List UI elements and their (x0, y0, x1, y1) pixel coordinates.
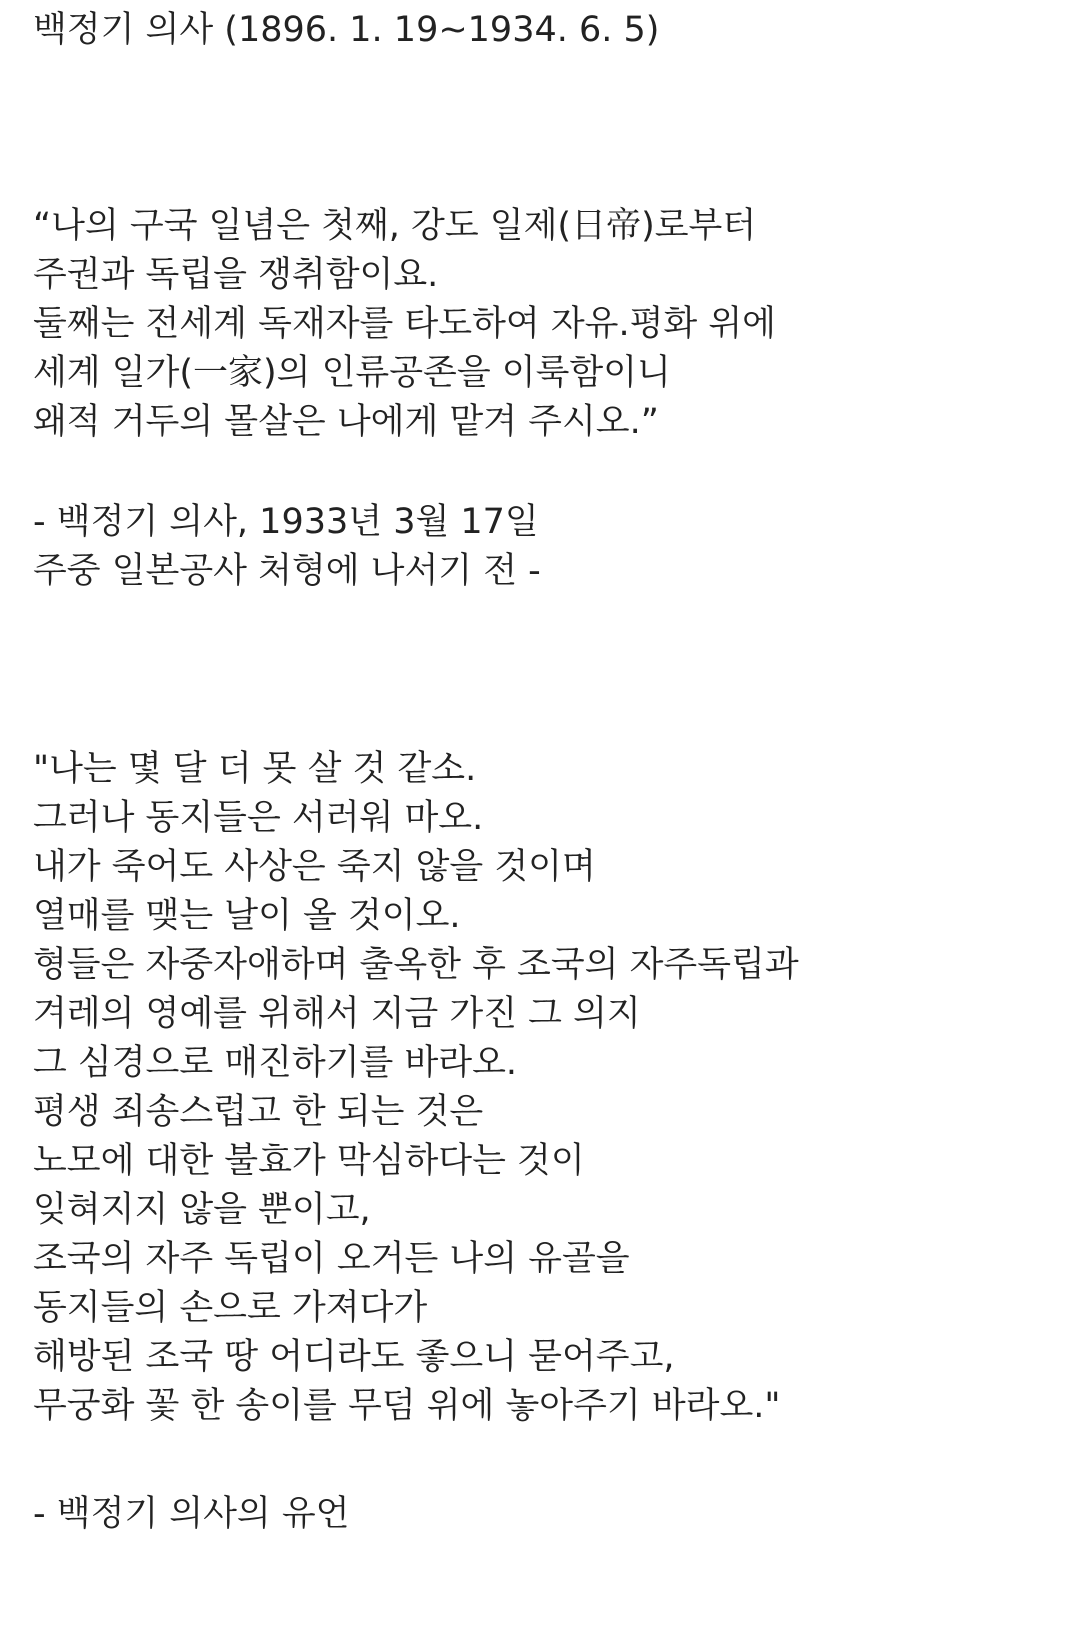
quote-line: 왜적 거두의 몰살은 나에게 맡겨 주시오.” (33, 402, 659, 442)
quote-1 (33, 202, 776, 447)
quote-line: 내가 죽어도 사상은 죽지 않을 것이며 (33, 847, 596, 887)
quote-line: 동지들의 손으로 가져다가 (33, 1288, 428, 1328)
quote-2 (33, 745, 799, 1431)
attribution-1 (33, 498, 541, 596)
quote-line: 겨레의 영예를 위해서 지금 가진 그 의지 (33, 994, 641, 1034)
attribution-line: - 백정기 의사, 1933년 3월 17일 (33, 502, 539, 542)
quote-line: “나의 구국 일념은 첫째, 강도 일제(日帝)로부터 (33, 206, 757, 246)
page-title: 백정기 의사 (1896. 1. 19~1934. 6. 5) (33, 10, 660, 50)
quote-line: 둘째는 전세계 독재자를 타도하여 자유.평화 위에 (33, 304, 776, 344)
attribution-line: - 백정기 의사의 유언 (33, 1494, 350, 1534)
attribution-line: 주중 일본공사 처형에 나서기 전 - (33, 551, 541, 591)
quote-line: 열매를 맺는 날이 올 것이오. (33, 896, 461, 936)
quote-line: 그러나 동지들은 서러워 마오. (33, 798, 484, 838)
quote-line: 형들은 자중자애하며 출옥한 후 조국의 자주독립과 (33, 945, 799, 985)
quote-line: 무궁화 꽃 한 송이를 무덤 위에 놓아주기 바라오." (33, 1386, 781, 1426)
quote-line: "나는 몇 달 더 못 살 것 같소. (33, 749, 477, 789)
quote-line: 해방된 조국 땅 어디라도 좋으니 묻어주고, (33, 1337, 675, 1377)
quote-line: 주권과 독립을 쟁취함이요. (33, 255, 439, 295)
quote-line: 세계 일가(一家)의 인류공존을 이룩함이니 (33, 353, 671, 393)
quote-line: 노모에 대한 불효가 막심하다는 것이 (33, 1141, 585, 1181)
quote-line: 조국의 자주 독립이 오거든 나의 유골을 (33, 1239, 630, 1279)
quote-line: 평생 죄송스럽고 한 되는 것은 (33, 1092, 484, 1132)
quote-line: 잊혀지지 않을 뿐이고, (33, 1190, 371, 1230)
quote-line: 그 심경으로 매진하기를 바라오. (33, 1043, 518, 1083)
attribution-2 (33, 1490, 350, 1539)
